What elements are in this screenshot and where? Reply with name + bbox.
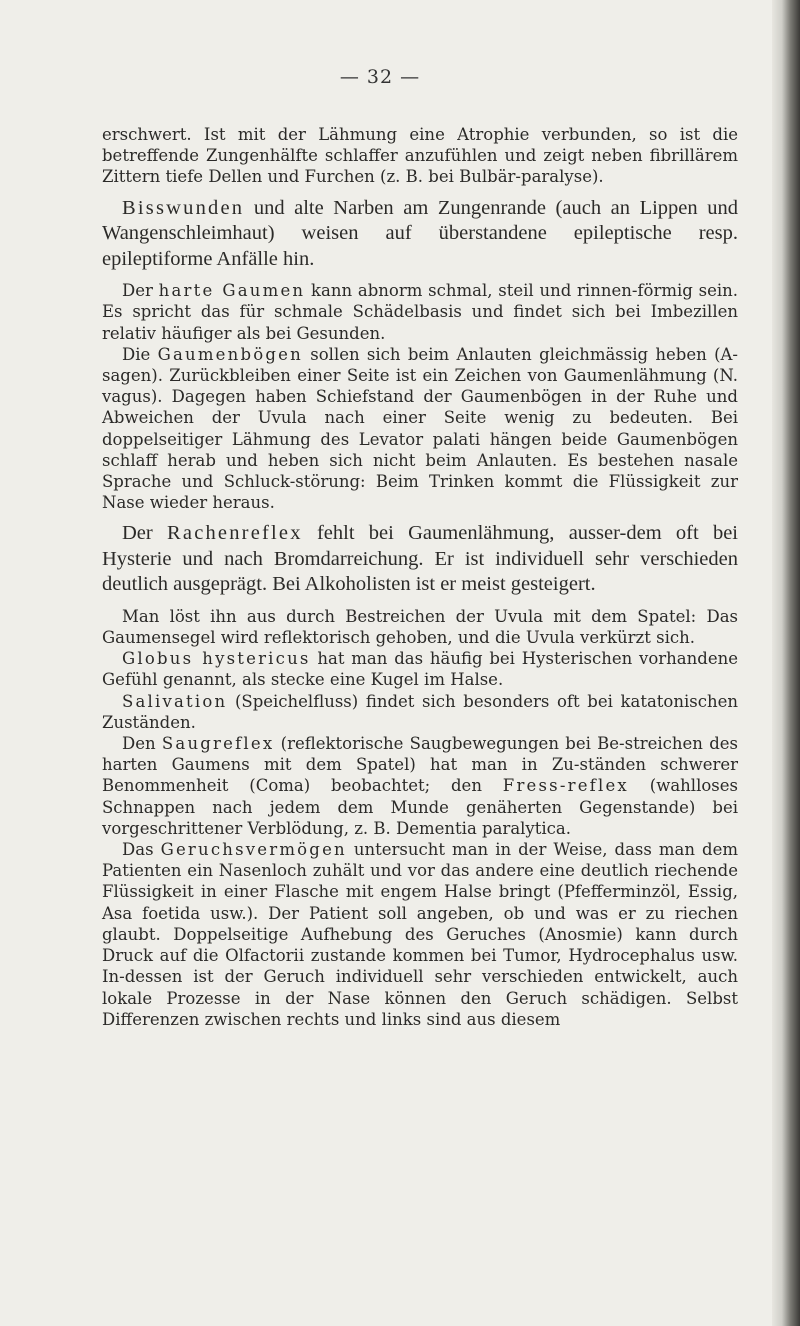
text-run: Die [122, 344, 158, 364]
spaced-term: Gaumenbögen [157, 344, 303, 364]
text-run: fehlt bei Gaumenlähmung, ausser-dem oft bei Hysterie und nach Bromdarreichung. Er ist individuell sehr verschieden deutlich ausgeprägt. Bei Alkoholisten ist er meist gesteigert. [102, 522, 739, 596]
text-run: hat man das häufig bei Hysterischen vorhandene Gefühl genannt, als stecke eine Kugel im Halse. [102, 649, 738, 690]
spaced-term: Fress-reflex [502, 776, 629, 796]
text-run: Das [122, 840, 161, 860]
spaced-term: Globus hystericus [122, 649, 311, 669]
paragraph-p3 [102, 280, 738, 344]
spaced-term: Rachenreflex [167, 522, 303, 545]
spaced-term: Salivation [122, 691, 228, 711]
body-text [102, 124, 738, 1030]
spaced-term: Saugreflex [161, 734, 275, 754]
text-run: Den [122, 734, 162, 754]
spaced-term: harte Gaumen [158, 281, 306, 301]
spaced-term: Geruchsvermögen [160, 840, 347, 860]
paragraph-p4 [102, 344, 738, 514]
text-run: (reflektorische Saugbewegungen bei Be-streichen des harten Gaumens mit dem Spatel) hat man in Zu-ständen schwerer Benommenheit (Coma) beobachtet; den [102, 734, 738, 796]
text-run: kann abnorm schmal, steil und rinnen-förmig sein. Es spricht das für schmale Schädelbasis und findet sich bei Imbezillen relativ häufiger als bei Gesunden. [102, 281, 738, 343]
text-run: sollen sich beim Anlauten gleichmässig heben (A-sagen). Zurückbleiben einer Seite ist ein Zeichen von Gaumenlähmung (N. vagus). Dagegen haben Schiefstand der Gaumenbögen in der Ruhe und Abweichen der Uvula nach einer Seite wenig zu bedeuten. Bei doppelseitiger Lähmung des Levator palati hängen beide Gaumenbögen schlaff herab und heben sich nicht beim Anlauten. Es bestehen nasale Sprache und Schluck-störung: Beim Trinken kommt die Flüssigkeit zur Nase wieder heraus. [102, 344, 738, 513]
text-run: Man löst ihn aus durch Bestreichen der Uvula mit dem Spatel: Das Gaumensegel wird reflektorisch gehoben, und die Uvula verkürzt sich. [102, 606, 738, 648]
paragraph-p6 [102, 606, 738, 648]
paragraph-p5 [102, 521, 738, 598]
text-run: untersucht man in der Weise, dass man dem Patienten ein Nasenloch zuhält und vor das andere eine deutlich riechende Flüssigkeit in einer Flasche mit engem Halse bringt (Pfefferminzöl, Essig, Asa foetida usw.). Der Patient soll angeben, ob und was er zu riechen glaubt. Doppelseitige Aufhebung des Geruches (Anosmie) kann durch Druck auf die Olfactorii zustande kommen bei Tumor, Hydrocephalus usw. In-dessen ist der Geruch individuell sehr verschieden entwickelt, auch lokale Prozesse in der Nase können den Geruch schädigen. Selbst Differenzen zwischen rechts und links sind aus diesem [102, 840, 738, 1029]
paragraph-p8 [102, 691, 738, 733]
text-run: Der [122, 522, 168, 545]
text-run: Der [122, 281, 159, 301]
paragraph-p10 [102, 839, 738, 1030]
text-run: und alte Narben am Zungenrande (auch an Lippen und Wangenschleimhaut) weisen auf überstandene epileptische resp. epileptiforme Anfälle hin. [102, 196, 738, 270]
paragraph-p2 [102, 196, 738, 273]
paragraph-p7 [102, 648, 738, 690]
text-run: erschwert. Ist mit der Lähmung eine Atrophie verbunden, so ist die betreffende Zungenhälfte schlaffer anzufühlen und zeigt neben fibrillärem Zittern tiefe Dellen und Furchen (z. B. bei Bulbär-paralyse). [102, 125, 738, 187]
text-run: (Speichelfluss) findet sich besonders oft bei katatonischen Zuständen. [102, 691, 738, 732]
spaced-term: Bisswunden [122, 196, 245, 219]
paragraph-p9 [102, 733, 738, 839]
page-edge-shadow [772, 0, 800, 1326]
paragraph-p1 [102, 124, 738, 188]
page-number: — 32 — [339, 66, 421, 88]
text-run: (wahlloses Schnappen nach jedem dem Munde genäherten Gegenstande) bei vorgeschrittener Verblödung, z. B. Dementia paralytica. [102, 776, 738, 838]
